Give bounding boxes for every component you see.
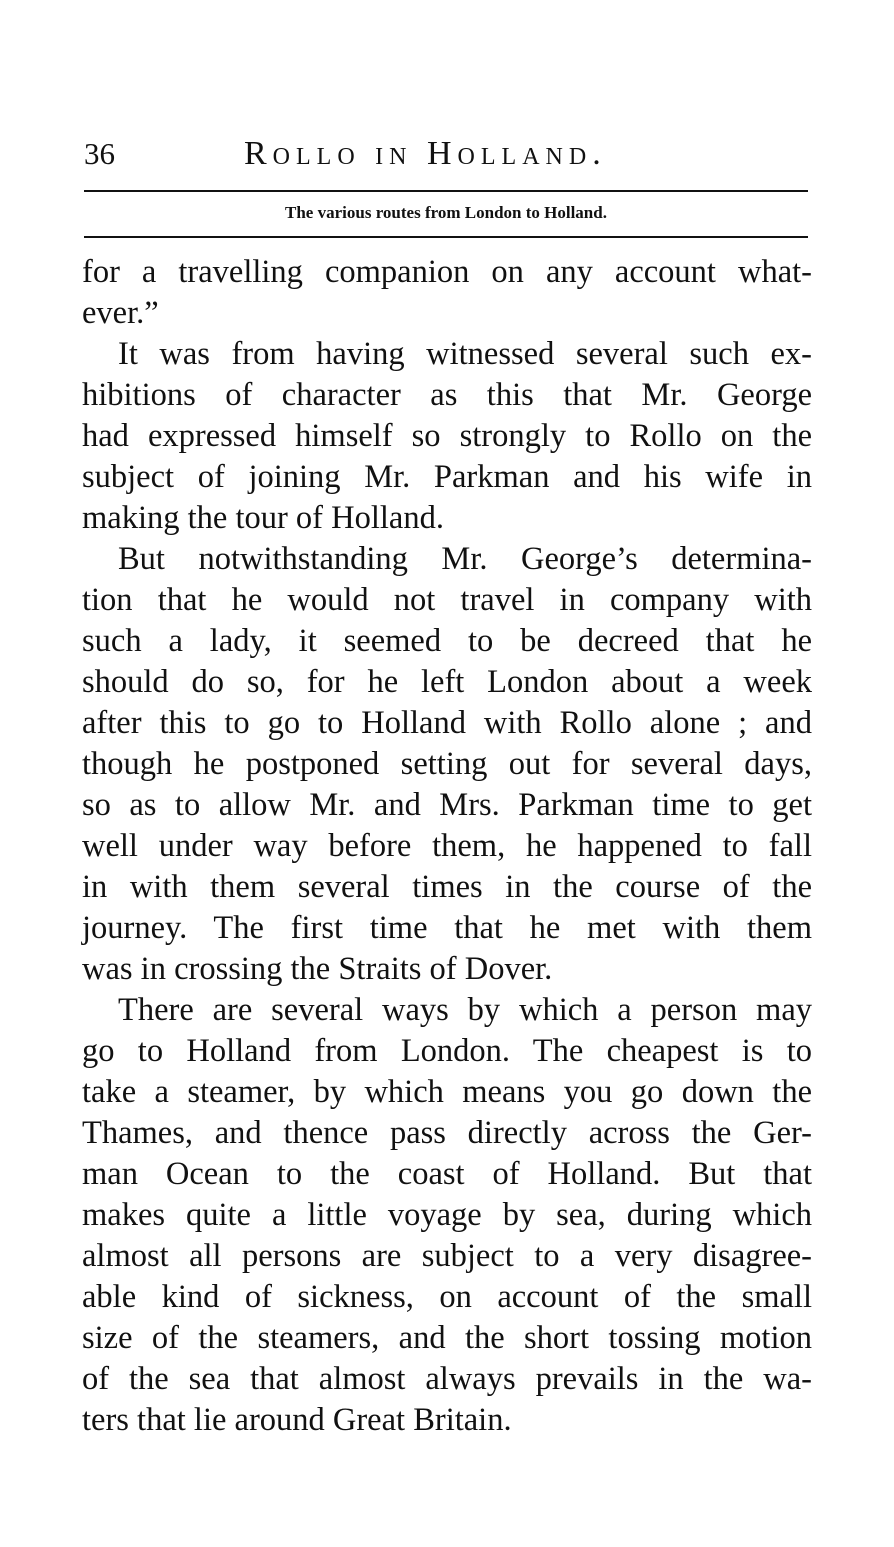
text-line: It was from having witnessed several such ex- (118, 336, 812, 372)
text-line: Thames, and thence pass directly across the Ger- (82, 1115, 812, 1151)
text-line: was in crossing the Straits of Dover. (82, 951, 553, 987)
text-line: in with them several times in the course of the (82, 869, 812, 905)
text-line: able kind of sickness, on account of the small (82, 1279, 812, 1315)
running-title: Rollo in Holland. (244, 135, 607, 172)
text-line: such a lady, it seemed to be decreed that he (82, 623, 812, 659)
text-line: There are several ways by which a person may (118, 992, 812, 1028)
text-line: tion that he would not travel in company with (82, 582, 812, 618)
text-line: had expressed himself so strongly to Rollo on the (82, 418, 812, 454)
page-header (84, 132, 808, 176)
text-line: But notwithstanding Mr. George’s determina- (118, 541, 812, 577)
text-line: though he postponed setting out for several days, (82, 746, 812, 782)
text-line: should do so, for he left London about a week (82, 664, 812, 700)
text-line: go to Holland from London. The cheapest is to (82, 1033, 812, 1069)
text-line: ters that lie around Great Britain. (82, 1402, 512, 1438)
text-line: makes quite a little voyage by sea, during which (82, 1197, 812, 1233)
text-line: hibitions of character as this that Mr. George (82, 377, 812, 413)
text-line: after this to go to Holland with Rollo alone ; and (82, 705, 812, 741)
text-line: making the tour of Holland. (82, 500, 444, 536)
text-line: man Ocean to the coast of Holland. But that (82, 1156, 812, 1192)
body-text (82, 252, 812, 1441)
section-caption: The various routes from London to Holland. (285, 203, 607, 222)
text-line: take a steamer, by which means you go down the (82, 1074, 812, 1110)
text-line: subject of joining Mr. Parkman and his wife in (82, 459, 812, 495)
text-line: size of the steamers, and the short tossing motion (82, 1320, 812, 1356)
text-line: of the sea that almost always prevails in the wa- (82, 1361, 812, 1397)
text-line: for a travelling companion on any account what- (82, 254, 812, 290)
text-line: almost all persons are subject to a very disagree- (82, 1238, 812, 1274)
page-number: 36 (84, 136, 115, 171)
text-line: so as to allow Mr. and Mrs. Parkman time to get (82, 787, 812, 823)
header-rule-bottom (84, 236, 808, 238)
text-line: ever.” (82, 295, 159, 331)
text-line: journey. The first time that he met with them (82, 910, 812, 946)
text-line: well under way before them, he happened to fall (82, 828, 812, 864)
header-rule-top (84, 190, 808, 192)
